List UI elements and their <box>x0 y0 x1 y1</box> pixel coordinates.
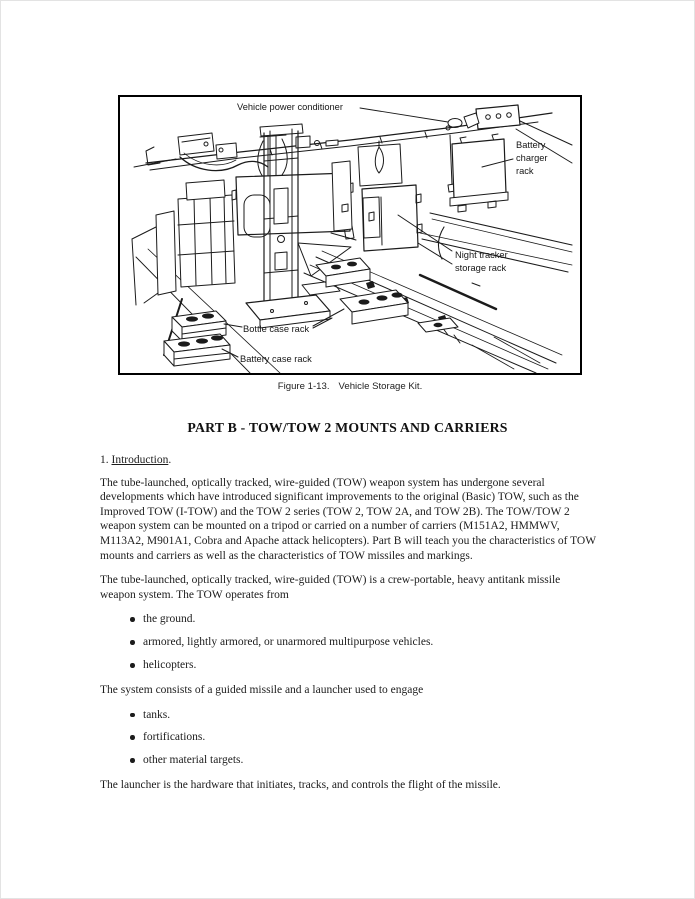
label-night-tracker-line1: Night tracker <box>455 250 508 260</box>
label-battery-case-rack: Battery case rack <box>240 354 312 364</box>
bullet-icon <box>130 713 135 718</box>
list-item-text: armored, lightly armored, or unarmored multipurpose vehicles. <box>143 636 434 649</box>
list-item-text: fortifications. <box>143 731 206 744</box>
paragraph-intro: The tube-launched, optically tracked, wire-guided (TOW) weapon system has undergone several developments which have introduced significant improvements to the original (Basic) TOW, such as the Improved TOW (I-TOW) and the TOW 2 series (TOW 2, TOW 2A, and TOW 2B). The TOW/TOW 2 weapon system can be mounted on a tripod or carried on a number of carriers (M151A2, HMMWV, M113A2, M901A1, Cobra and Apache attack helicopters). Part B will teach you the characteristics of TOW mounts and carriers as well as the characteristics of TOW missiles and markings. <box>100 476 596 562</box>
figure-caption-number: Figure 1-13. <box>277 381 330 392</box>
label-battery-charger-rack-line1: Battery <box>516 140 546 150</box>
list-item-text: tanks. <box>143 708 171 721</box>
list-item <box>130 658 597 673</box>
list-item-text: other material targets. <box>143 754 244 767</box>
list-item <box>130 635 597 650</box>
document-body <box>100 453 597 803</box>
paragraph-launcher: The launcher is the hardware that initiates, tracks, and controls the flight of the missile. <box>100 779 501 792</box>
figure-vehicle-storage-kit <box>118 95 582 375</box>
label-battery-charger-rack-line2: charger <box>516 153 548 163</box>
label-vehicle-power-conditioner: Vehicle power conditioner <box>237 102 343 112</box>
figure-floor-cases <box>164 311 230 366</box>
figure-bench-cases <box>316 258 458 332</box>
figure-battery-charger-rack <box>450 134 508 212</box>
bullet-icon <box>130 663 135 668</box>
list-item-text: the ground. <box>143 613 196 626</box>
bullet-icon <box>130 640 135 645</box>
label-night-tracker-line2: storage rack <box>455 263 507 273</box>
section-heading <box>100 453 597 468</box>
figure-caption-title: Vehicle Storage Kit. <box>338 381 423 392</box>
label-battery-charger-rack-line3: rack <box>516 166 534 176</box>
section-title: Introduction <box>111 454 169 466</box>
list-item <box>130 708 597 723</box>
list-item <box>130 753 597 768</box>
list-item <box>130 730 597 745</box>
label-bottle-case-rack: Bottle case rack <box>243 324 310 334</box>
list-item-text: helicopters. <box>143 659 197 672</box>
section-number: 1. <box>100 454 109 466</box>
figure-caption <box>118 381 582 392</box>
list-engage-targets <box>130 708 597 769</box>
section-suffix: . <box>168 454 172 466</box>
paragraph-operates: The tube-launched, optically tracked, wire-guided (TOW) is a crew-portable, heavy antitank missile weapon system. The TOW operates from <box>100 574 561 601</box>
vehicle-storage-kit-drawing <box>120 97 580 373</box>
list-item <box>130 612 597 627</box>
figure-bench-and-ramp <box>298 213 572 373</box>
bullet-icon <box>130 758 135 763</box>
paragraph-engage: The system consists of a guided missile and a launcher used to engage <box>100 683 424 696</box>
bullet-icon <box>130 735 135 740</box>
list-operates-from <box>130 612 597 673</box>
part-heading: PART B - TOW/TOW 2 MOUNTS AND CARRIERS <box>187 420 508 435</box>
bullet-icon <box>130 617 135 622</box>
